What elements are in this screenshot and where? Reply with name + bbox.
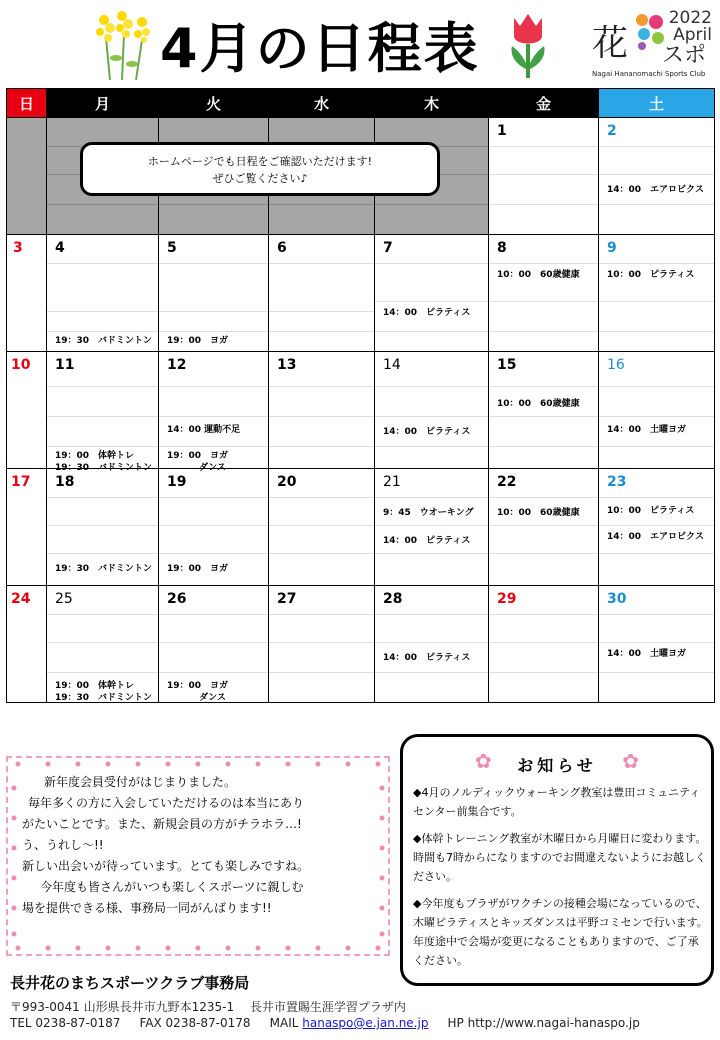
day-number: 27 [277, 591, 297, 607]
rape-blossom-icon [92, 8, 154, 82]
day-number: 26 [167, 591, 187, 607]
notice-title: お知らせ [517, 756, 597, 775]
day-number: 4 [55, 240, 65, 256]
day-number: 19 [167, 474, 187, 490]
day-cell [47, 352, 159, 473]
cherry-blossom-icon: ✿ [622, 749, 639, 773]
day-number: 17 [11, 474, 31, 490]
weekday-wed: 水 [269, 89, 375, 118]
event-item: 14：00 土曜ヨガ [607, 425, 687, 435]
homepage-notice [80, 142, 440, 196]
day-cell [7, 586, 47, 703]
day-cell [47, 469, 159, 586]
day-number: 8 [497, 240, 507, 256]
message-text [22, 772, 376, 919]
week-row [7, 235, 715, 352]
day-number: 22 [497, 474, 517, 490]
logo-year: 2022 [668, 8, 712, 28]
event-item: 19：30 バドミントン [55, 693, 152, 703]
day-number: 16 [607, 357, 625, 373]
event-item: 14：00 運動不足 [167, 425, 241, 435]
day-number: 1 [497, 123, 507, 139]
week-row [7, 586, 715, 703]
event-item: 10：00 60歳健康 [497, 399, 580, 409]
event-item: 19：00 体幹トレ [55, 681, 135, 691]
day-number: 13 [277, 357, 297, 373]
day-cell [47, 235, 159, 352]
homepage-notice-line1: ホームページでも日程をご確認いただけます! [147, 155, 373, 168]
notice-item: ◆体幹トレーニング教室が木曜日から月曜日に変わります。時間も7時からになりますのでお間違えないようにお越しください。 [413, 832, 707, 883]
day-cell [159, 586, 269, 703]
event-item: 14：00 ピラティス [383, 308, 471, 318]
day-cell [7, 352, 47, 469]
notice-item: ◆今年度もプラザがワクチンの接種会場になっているので、木曜ピラティスとキッズダンスは平野コミセンで行います。年度途中で会場が変更になることもありますので、ご了承ください。 [413, 897, 708, 967]
day-cell [489, 118, 599, 235]
message-box [6, 756, 390, 956]
message-line: 新しい出会いが待っています。とても楽しみですね。 [22, 859, 310, 873]
weekday-fri: 金 [489, 89, 599, 118]
day-number: 10 [11, 357, 31, 373]
page-title: 4月の日程表 [160, 17, 480, 80]
day-cell [159, 235, 269, 352]
event-item: 10：00 60歳健康 [497, 508, 580, 518]
day-cell [489, 586, 599, 703]
event-item: 10：00 ピラティス [607, 506, 695, 516]
day-cell [489, 235, 599, 352]
homepage-notice-line2: ぜひご覧ください♪ [212, 172, 308, 185]
day-number: 20 [277, 474, 297, 490]
message-line: 新年度会員受付がはじまりました。 [44, 775, 237, 789]
day-number: 12 [167, 357, 187, 373]
hp-label: HP [447, 1016, 464, 1030]
day-cell-empty [7, 118, 47, 235]
weekday-header-row [7, 89, 715, 118]
message-line: がたいことです。また、新規会員の方がチラホラ…! [22, 817, 302, 831]
message-line: 今年度も皆さんがいつも楽しくスポーツに親しむ [40, 880, 304, 894]
event-item: 10：00 ピラティス [607, 270, 695, 280]
day-cell [375, 235, 489, 352]
event-item: 14：00 ピラティス [383, 536, 471, 546]
event-item: 19：30 バドミントン [55, 336, 152, 346]
day-cell [269, 586, 375, 703]
email-link[interactable]: hanaspo@e.jan.ne.jp [302, 1016, 429, 1030]
day-number: 29 [497, 591, 517, 607]
day-cell [269, 469, 375, 586]
notice-item: ◆4月のノルディックウォーキング教室は豊田コミュニティセンター前集合です。 [413, 786, 701, 818]
day-number: 28 [383, 591, 403, 607]
weekday-sun: 日 [7, 89, 47, 118]
event-item: 19：00 ヨガ [167, 681, 229, 691]
logo-kanji: 花 [592, 23, 629, 64]
event-item: 14：00 ピラティス [383, 653, 471, 663]
day-cell [489, 469, 599, 586]
address: 〒993-0041 山形県長井市九野本1235-1 長井市置賜生涯学習プラザ内 [10, 1000, 406, 1014]
day-number: 3 [13, 240, 23, 256]
day-cell [599, 235, 715, 352]
day-cell [375, 352, 489, 469]
day-number: 21 [383, 474, 401, 490]
day-cell [269, 352, 375, 469]
day-number: 30 [607, 591, 627, 607]
day-number: 2 [607, 123, 617, 139]
day-cell [269, 235, 375, 352]
day-cell [159, 352, 269, 473]
day-number: 18 [55, 474, 75, 490]
event-item: 9：45 ウオーキング [383, 508, 474, 518]
mail-label: MAIL [269, 1016, 299, 1030]
day-cell [599, 118, 715, 235]
week-row [7, 469, 715, 586]
event-item: 10：00 60歳健康 [497, 270, 580, 280]
event-item: ダンス [199, 693, 226, 703]
day-cell [7, 235, 47, 352]
day-cell [7, 469, 47, 586]
tulip-icon [500, 8, 556, 80]
page-header [0, 0, 720, 88]
day-cell [375, 586, 489, 703]
notice-body [413, 783, 709, 978]
day-cell [47, 586, 159, 703]
event-item: 19：00 ヨガ [167, 451, 229, 461]
club-logo [588, 8, 716, 86]
logo-month: April [673, 25, 712, 45]
homepage-link[interactable]: http://www.nagai-hanaspo.jp [467, 1016, 640, 1030]
weekday-sat: 土 [599, 89, 715, 118]
day-number: 14 [383, 357, 401, 373]
day-number: 6 [277, 240, 287, 256]
day-number: 25 [55, 591, 73, 607]
day-number: 23 [607, 474, 627, 490]
day-cell [599, 586, 715, 703]
event-item: 14：00 土曜ヨガ [607, 649, 687, 659]
event-item: 19：00 ヨガ [167, 564, 229, 574]
day-number: 7 [383, 240, 393, 256]
event-item: 19：00 体幹トレ [55, 451, 135, 461]
weekday-tue: 火 [159, 89, 269, 118]
logo-subtitle: Nagai Hananomachi Sports Club [592, 70, 706, 78]
notice-box [400, 734, 714, 986]
cherry-blossom-icon: ✿ [475, 749, 492, 773]
day-cell [489, 352, 599, 469]
day-cell [599, 469, 715, 586]
event-item: 14：00 ピラティス [383, 427, 471, 437]
week-row [7, 352, 715, 469]
fax: FAX 0238-87-0178 [139, 1016, 251, 1030]
contact-line [10, 1016, 640, 1030]
day-number: 11 [55, 357, 75, 373]
day-number: 15 [497, 357, 517, 373]
day-number: 5 [167, 240, 177, 256]
weekday-thu: 木 [375, 89, 489, 118]
weekday-mon: 月 [47, 89, 159, 118]
day-number: 24 [11, 591, 31, 607]
message-line: 毎年多くの方に入会していただけるのは本当にあり [28, 796, 305, 810]
event-item: 19：30 バドミントン [55, 564, 152, 574]
event-item: 14：00 エアロビクス [607, 185, 704, 195]
event-item: 14：00 エアロビクス [607, 532, 704, 542]
day-number: 9 [607, 240, 617, 256]
event-item: 19：30 バドミントン [55, 463, 152, 473]
tel: TEL 0238-87-0187 [10, 1016, 121, 1030]
message-line: 場を提供できる様、事務局一同がんばります!! [22, 901, 272, 915]
organization-name: 長井花のまちスポーツクラブ事務局 [10, 974, 250, 992]
message-line: う、うれし～!! [22, 838, 104, 852]
day-cell [159, 469, 269, 586]
day-cell [599, 352, 715, 469]
event-item: ダンス [199, 463, 226, 473]
event-item: 19：00 ヨガ [167, 336, 229, 346]
day-cell [375, 469, 489, 586]
logo-kana: スポ [662, 43, 707, 68]
